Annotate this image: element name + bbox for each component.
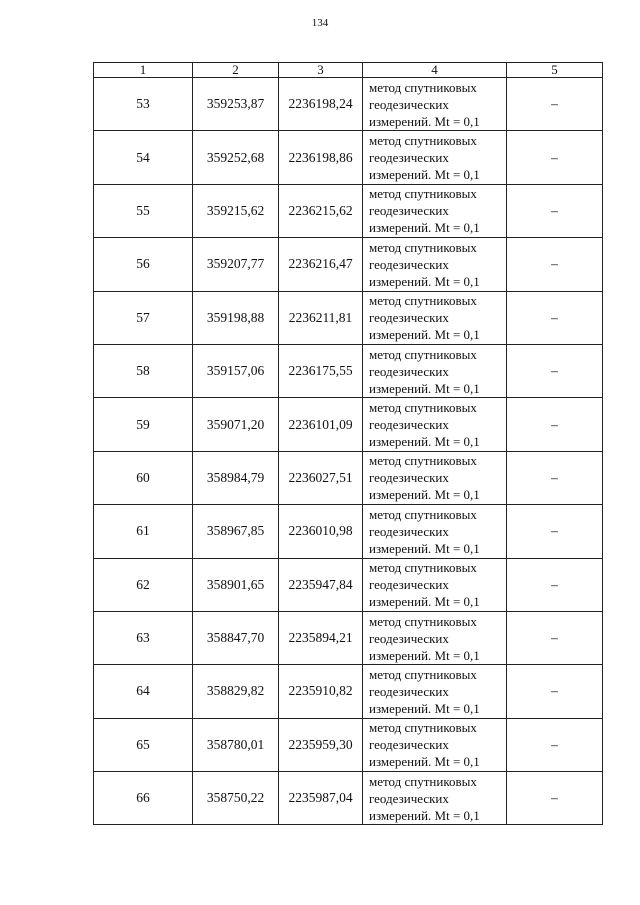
point-number-cell: 56 <box>94 238 193 291</box>
method-line: геодезических <box>369 417 449 433</box>
method-cell <box>363 718 507 771</box>
point-number-cell: 63 <box>94 611 193 664</box>
y-coordinate-cell: 2235987,04 <box>279 772 363 825</box>
method-line: измерений. Mt = 0,1 <box>369 700 480 716</box>
table-header-row <box>94 63 603 78</box>
method-line: геодезических <box>369 470 449 486</box>
method-cell <box>363 451 507 504</box>
page-number: 134 <box>311 17 329 29</box>
method-line: метод спутниковых <box>369 133 477 149</box>
method-line: измерений. Mt = 0,1 <box>369 487 480 503</box>
point-number-cell: 55 <box>94 184 193 237</box>
note-cell: – <box>507 184 603 237</box>
column-header-1: 1 <box>94 63 193 78</box>
method-line: метод спутниковых <box>369 79 477 95</box>
method-cell <box>363 78 507 131</box>
method-line: геодезических <box>369 150 449 166</box>
note-cell: – <box>507 665 603 718</box>
note-cell: – <box>507 131 603 184</box>
table-row <box>94 505 603 558</box>
method-line: измерений. Mt = 0,1 <box>369 273 480 289</box>
y-coordinate-cell: 2235959,30 <box>279 718 363 771</box>
method-cell <box>363 505 507 558</box>
y-coordinate-cell: 2236216,47 <box>279 238 363 291</box>
x-coordinate-cell: 358780,01 <box>193 718 279 771</box>
y-coordinate-cell: 2236198,86 <box>279 131 363 184</box>
note-cell: – <box>507 291 603 344</box>
table-row <box>94 558 603 611</box>
method-line: геодезических <box>369 630 449 646</box>
note-cell: – <box>507 451 603 504</box>
column-header-4: 4 <box>363 63 507 78</box>
point-number-cell: 61 <box>94 505 193 558</box>
method-line: измерений. Mt = 0,1 <box>369 113 480 129</box>
column-header-2: 2 <box>193 63 279 78</box>
y-coordinate-cell: 2236215,62 <box>279 184 363 237</box>
table-row <box>94 184 603 237</box>
method-line: измерений. Mt = 0,1 <box>369 540 480 556</box>
note-cell: – <box>507 78 603 131</box>
table-row <box>94 772 603 825</box>
point-number-cell: 64 <box>94 665 193 718</box>
method-cell <box>363 665 507 718</box>
method-line: метод спутниковых <box>369 666 477 682</box>
y-coordinate-cell: 2236211,81 <box>279 291 363 344</box>
method-line: измерений. Mt = 0,1 <box>369 220 480 236</box>
x-coordinate-cell: 359252,68 <box>193 131 279 184</box>
method-cell <box>363 184 507 237</box>
method-line: геодезических <box>369 790 449 806</box>
y-coordinate-cell: 2235947,84 <box>279 558 363 611</box>
method-line: измерений. Mt = 0,1 <box>369 647 480 663</box>
method-line: геодезических <box>369 737 449 753</box>
method-line: метод спутниковых <box>369 346 477 362</box>
x-coordinate-cell: 358901,65 <box>193 558 279 611</box>
x-coordinate-cell: 359207,77 <box>193 238 279 291</box>
method-line: метод спутниковых <box>369 453 477 469</box>
point-number-cell: 53 <box>94 78 193 131</box>
method-line: метод спутниковых <box>369 613 477 629</box>
point-number-cell: 60 <box>94 451 193 504</box>
method-cell <box>363 344 507 397</box>
y-coordinate-cell: 2235894,21 <box>279 611 363 664</box>
table-row <box>94 611 603 664</box>
method-cell <box>363 558 507 611</box>
note-cell: – <box>507 398 603 451</box>
point-number-cell: 66 <box>94 772 193 825</box>
method-line: измерений. Mt = 0,1 <box>369 380 480 396</box>
coordinates-table <box>93 62 603 825</box>
method-line: измерений. Mt = 0,1 <box>369 754 480 770</box>
table-row <box>94 238 603 291</box>
method-cell <box>363 772 507 825</box>
method-line: геодезических <box>369 96 449 112</box>
note-cell: – <box>507 611 603 664</box>
point-number-cell: 59 <box>94 398 193 451</box>
x-coordinate-cell: 359215,62 <box>193 184 279 237</box>
method-cell <box>363 398 507 451</box>
method-line: измерений. Mt = 0,1 <box>369 807 480 823</box>
method-cell <box>363 291 507 344</box>
method-line: геодезических <box>369 683 449 699</box>
method-line: измерений. Mt = 0,1 <box>369 327 480 343</box>
method-line: геодезических <box>369 310 449 326</box>
y-coordinate-cell: 2236175,55 <box>279 344 363 397</box>
note-cell: – <box>507 505 603 558</box>
method-line: геодезических <box>369 256 449 272</box>
note-cell: – <box>507 238 603 291</box>
point-number-cell: 58 <box>94 344 193 397</box>
method-cell <box>363 131 507 184</box>
note-cell: – <box>507 772 603 825</box>
method-line: геодезических <box>369 203 449 219</box>
x-coordinate-cell: 359157,06 <box>193 344 279 397</box>
method-line: метод спутниковых <box>369 560 477 576</box>
method-line: метод спутниковых <box>369 773 477 789</box>
table-row <box>94 78 603 131</box>
point-number-cell: 65 <box>94 718 193 771</box>
column-header-5: 5 <box>507 63 603 78</box>
table-row <box>94 665 603 718</box>
method-line: метод спутниковых <box>369 506 477 522</box>
method-line: геодезических <box>369 363 449 379</box>
method-line: метод спутниковых <box>369 186 477 202</box>
table-row <box>94 131 603 184</box>
table-row <box>94 451 603 504</box>
x-coordinate-cell: 359198,88 <box>193 291 279 344</box>
column-header-3: 3 <box>279 63 363 78</box>
y-coordinate-cell: 2235910,82 <box>279 665 363 718</box>
method-cell <box>363 611 507 664</box>
method-line: метод спутниковых <box>369 239 477 255</box>
method-line: измерений. Mt = 0,1 <box>369 167 480 183</box>
method-line: метод спутниковых <box>369 293 477 309</box>
x-coordinate-cell: 359071,20 <box>193 398 279 451</box>
x-coordinate-cell: 358967,85 <box>193 505 279 558</box>
x-coordinate-cell: 358847,70 <box>193 611 279 664</box>
note-cell: – <box>507 718 603 771</box>
point-number-cell: 54 <box>94 131 193 184</box>
x-coordinate-cell: 358750,22 <box>193 772 279 825</box>
x-coordinate-cell: 358829,82 <box>193 665 279 718</box>
y-coordinate-cell: 2236010,98 <box>279 505 363 558</box>
method-line: измерений. Mt = 0,1 <box>369 434 480 450</box>
method-cell <box>363 238 507 291</box>
table-row <box>94 398 603 451</box>
method-line: метод спутниковых <box>369 400 477 416</box>
method-line: геодезических <box>369 523 449 539</box>
method-line: измерений. Mt = 0,1 <box>369 594 480 610</box>
note-cell: – <box>507 558 603 611</box>
y-coordinate-cell: 2236198,24 <box>279 78 363 131</box>
y-coordinate-cell: 2236101,09 <box>279 398 363 451</box>
point-number-cell: 57 <box>94 291 193 344</box>
table-row <box>94 718 603 771</box>
note-cell: – <box>507 344 603 397</box>
y-coordinate-cell: 2236027,51 <box>279 451 363 504</box>
x-coordinate-cell: 358984,79 <box>193 451 279 504</box>
table-row <box>94 291 603 344</box>
point-number-cell: 62 <box>94 558 193 611</box>
x-coordinate-cell: 359253,87 <box>193 78 279 131</box>
table-body <box>94 78 603 825</box>
method-line: геодезических <box>369 577 449 593</box>
table-row <box>94 344 603 397</box>
method-line: метод спутниковых <box>369 720 477 736</box>
